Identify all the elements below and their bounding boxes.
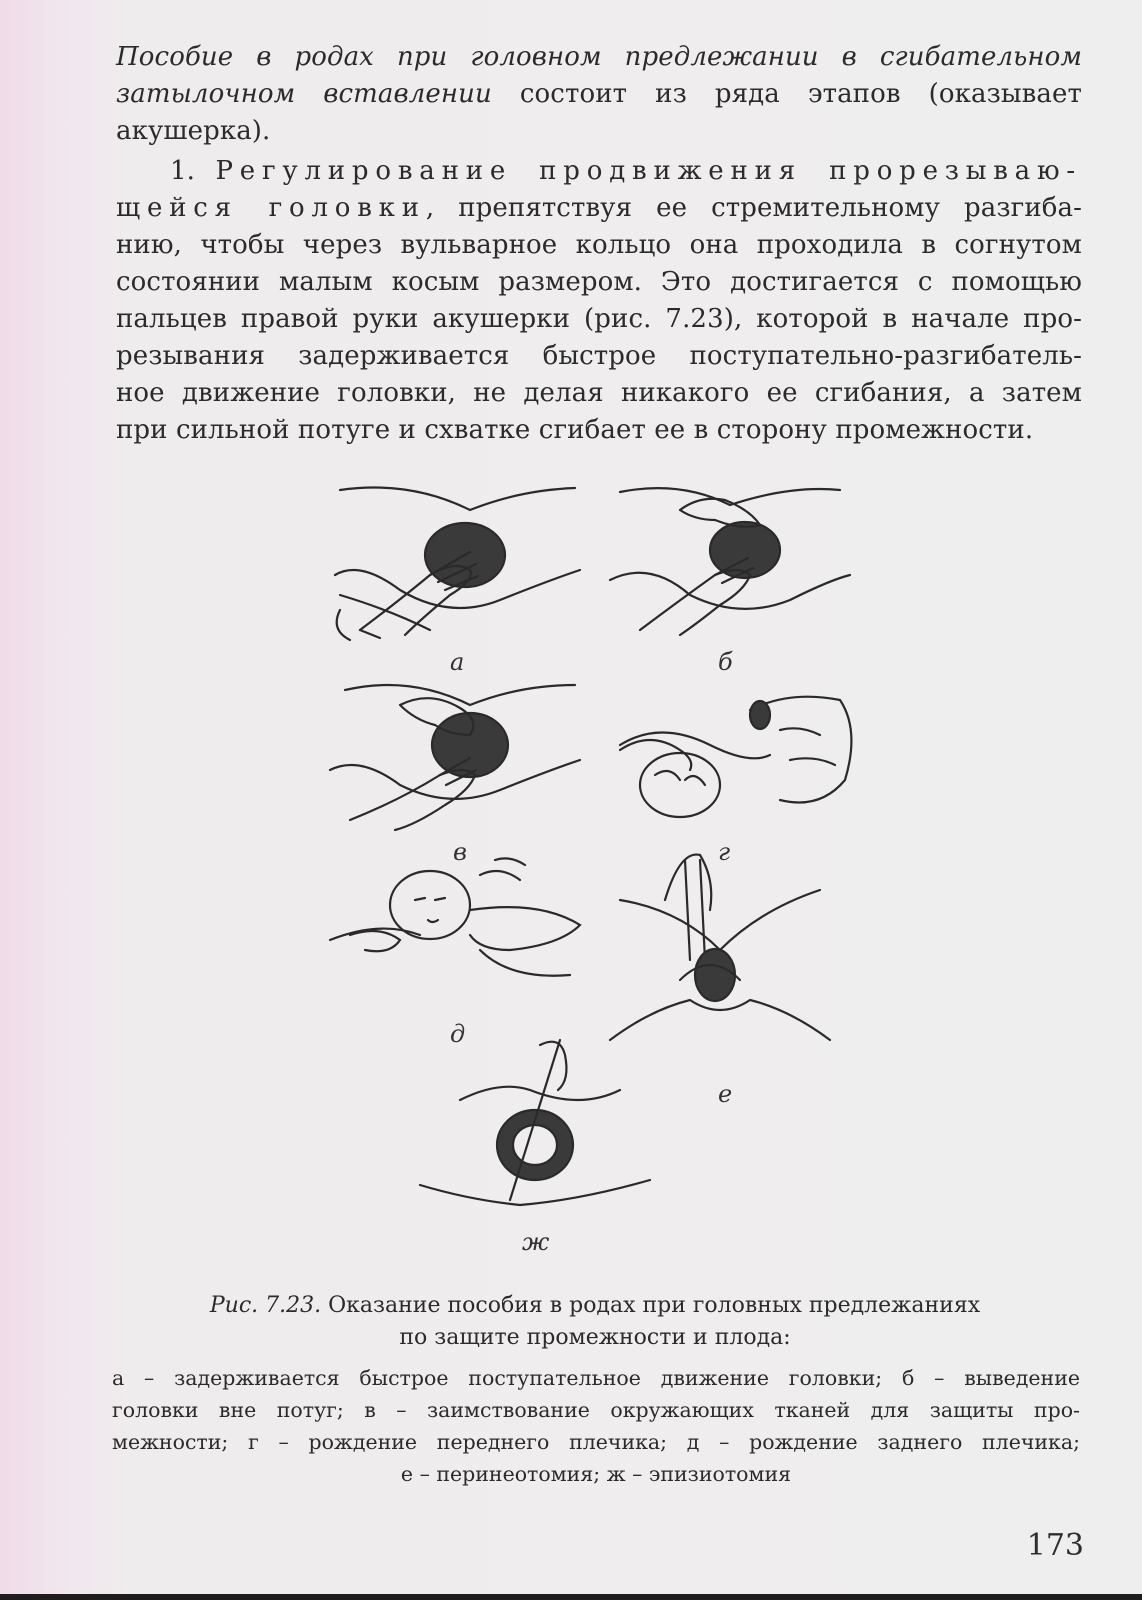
step1-number: 1. (170, 156, 216, 186)
figure-caption (110, 1290, 1080, 1354)
step1-rest-2: , препятствуя ее стремительному разгиба- (425, 193, 1083, 223)
panel-e-drawing (330, 858, 580, 975)
step1-line-1 (116, 153, 1082, 190)
step1-line-5: пальцев правой руки акушерки (рис. 7.23), которой в начале про- (116, 304, 1082, 334)
label-zh: ж (522, 1228, 550, 1256)
step1-line-4: состоянии малым косым размером. Это достигается с помощью (116, 267, 1082, 297)
step1-line-6: резывания задерживается быстрое поступательно-разгибатель- (116, 341, 1082, 371)
caption-line-1 (110, 1290, 1080, 1322)
step1-spaced-2: щейся головки (116, 193, 426, 223)
step1-spaced-1: Регулирование продвижения прорезываю- (215, 156, 1083, 186)
panel-c-drawing (330, 685, 580, 830)
legend-line-3: межности; г – рождение переднего плечика; д – рождение заднего плечика; (112, 1430, 1080, 1454)
figure-legend (112, 1362, 1080, 1490)
step1-line-8: при сильной потуге и схватке сгибает ее в сторону промежности. (116, 415, 1034, 445)
label-a: а (450, 648, 465, 676)
figure-illustrations (320, 480, 880, 1270)
panel-d-drawing (620, 697, 851, 817)
intro-line-2 (116, 76, 1082, 113)
label-g: г (718, 838, 731, 866)
label-d: д (450, 1020, 466, 1048)
step1-line-3: нию, чтобы через вульварное кольцо она проходила в согнутом (116, 230, 1082, 260)
panel-a-drawing (335, 488, 580, 641)
step1-line-2 (116, 190, 1082, 227)
panel-f-drawing (610, 855, 830, 1040)
caption-line-2: по защите промежности и плода: (399, 1325, 791, 1350)
label-e: е (718, 1080, 733, 1108)
intro-italic-2: затылочном вставлении (116, 79, 492, 109)
caption-ref: Рис. 7.23. (209, 1293, 322, 1318)
intro-line-1 (116, 39, 1082, 76)
label-v: в (453, 838, 467, 866)
legend-line-1: а – задерживается быстрое поступательное движение головки; б – выведение (112, 1366, 1080, 1390)
panel-g-drawing (420, 1040, 650, 1205)
intro-italic-1: Пособие в родах при головном предлежании в сгибательном (116, 42, 1082, 72)
figure-7-23 (320, 480, 880, 1270)
step1-paragraph (116, 153, 1082, 449)
page-number: 173 (1026, 1528, 1084, 1563)
label-b: б (718, 648, 733, 676)
intro-rest-2: состоит из ряда этапов (оказывает (491, 79, 1082, 109)
step1-line-7: ное движение головки, не делая никакого ее сгибания, а затем (116, 378, 1082, 408)
legend-line-2: головки вне потуг; в – заимствование окружающих тканей для защиты про- (112, 1398, 1080, 1422)
caption-title-1: Оказание пособия в родах при головных предлежаниях (321, 1293, 981, 1318)
panel-b-drawing (610, 488, 850, 635)
page-bottom-edge (0, 1594, 1142, 1600)
intro-line-3: акушерка). (116, 116, 271, 146)
legend-line-4: е – перинеотомия; ж – эпизиотомия (400, 1462, 792, 1486)
intro-paragraph (116, 39, 1082, 150)
